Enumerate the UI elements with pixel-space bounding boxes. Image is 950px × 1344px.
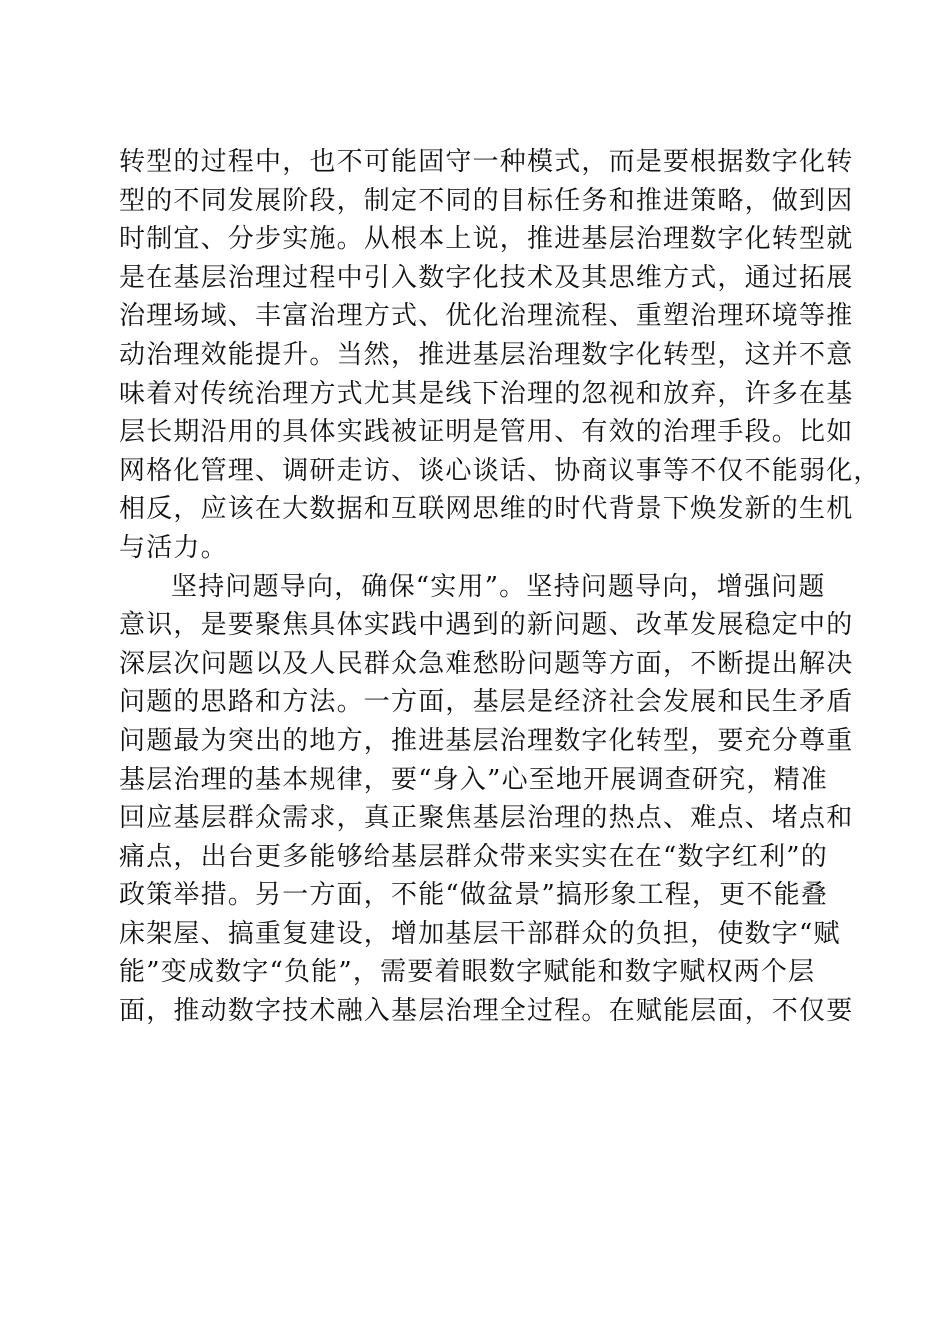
text-line: 转型的过程中，也不可能固守一种模式，而是要根据数字化转 (119, 147, 854, 177)
text-line: 与活力。 (119, 532, 228, 563)
text-line: 网格化管理、调研走访、谈心谈话、协商议事等不仅不能弱化， (119, 455, 881, 486)
paragraph-2 (119, 568, 854, 1031)
paragraph-1 (119, 143, 881, 568)
text-line: 时制宜、分步实施。从根本上说，推进基层治理数字化转型就 (119, 224, 854, 255)
text-line: 床架屋、搞重复建设，增加基层干部群众的负担，使数字“赋 (119, 918, 841, 949)
text-line: 相反，应该在大数据和互联网思维的时代背景下焕发新的生机 (119, 494, 854, 525)
text-line: 政策举措。另一方面，不能“做盆景”搞形象工程，更不能叠 (119, 880, 828, 911)
text-line: 治理场域、丰富治理方式、优化治理流程、重塑治理环境等推 (119, 301, 854, 332)
text-line: 回应基层群众需求，真正聚焦基层治理的热点、难点、堵点和 (119, 803, 854, 834)
text-line: 是在基层治理过程中引入数字化技术及其思维方式，通过拓展 (119, 262, 854, 293)
text-line: 意识，是要聚焦具体实践中遇到的新问题、改革发展稳定中的 (119, 610, 854, 641)
text-line: 基层治理的基本规律，要“身入”心至地开展调查研究，精准 (119, 764, 828, 795)
text-line: 深层次问题以及人民群众急难愁盼问题等方面，不断提出解决 (119, 648, 854, 679)
body-text (119, 143, 881, 1031)
text-line: 问题的思路和方法。一方面，基层是经济社会发展和民生矛盾 (119, 687, 854, 718)
text-line: 能”变成数字“负能”，需要着眼数字赋能和数字赋权两个层 (119, 957, 816, 988)
text-line: 动治理效能提升。当然，推进基层治理数字化转型，这并不意 (119, 339, 854, 370)
text-line: 痛点，出台更多能够给基层群众带来实实在在“数字红利”的 (119, 841, 828, 872)
text-line: 层长期沿用的具体实践被证明是管用、有效的治理手段。比如 (119, 417, 854, 448)
text-line: 味着对传统治理方式尤其是线下治理的忽视和放弃，许多在基 (119, 378, 854, 409)
text-line: 坚持问题导向，确保“实用”。坚持问题导向，增强问题 (171, 571, 826, 602)
text-line: 问题最为突出的地方，推进基层治理数字化转型，要充分尊重 (119, 725, 854, 756)
text-line: 面，推动数字技术融入基层治理全过程。在赋能层面，不仅要 (119, 996, 854, 1027)
text-line: 型的不同发展阶段，制定不同的目标任务和推进策略，做到因 (119, 185, 854, 216)
